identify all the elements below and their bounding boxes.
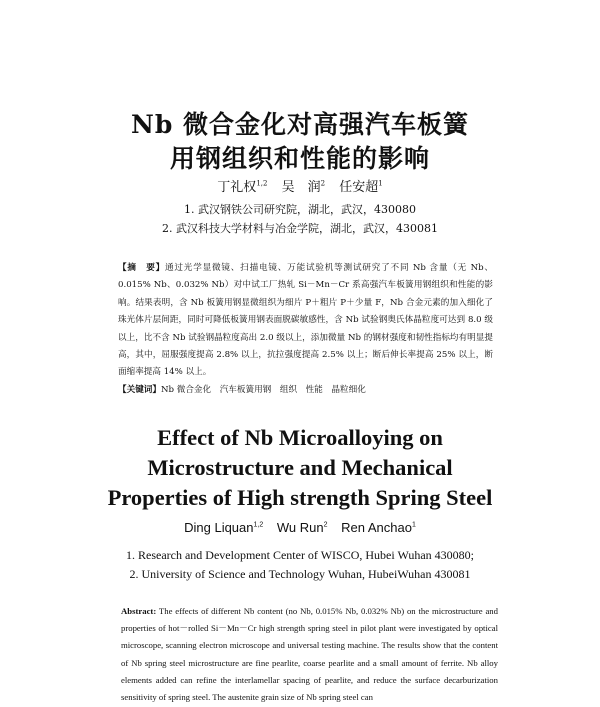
chinese-authors [0,176,600,195]
author-superscript: 1 [378,179,383,188]
english-title-line-3: Properties of High strength Spring Steel [107,485,493,510]
author-superscript: 1,2 [256,179,268,188]
english-authors [0,520,600,535]
chinese-title [0,108,600,176]
english-title-line-1: Effect of Nb Microalloying on [157,425,443,450]
chinese-keywords-label: 【关键词】 [118,384,161,395]
affiliation-line: 2. 武汉科技大学材料与冶金学院，湖北，武汉，430081 [162,222,438,235]
chinese-keywords: Nb 微合金化 汽车板簧用钢 组织 性能 晶粒细化 [160,384,366,395]
affiliation-line: 2. University of Science and Technology Wuhan, HubeiWuhan 430081 [129,567,471,581]
chinese-title-line-1: Nb 微合金化对高强汽车板簧 [130,110,470,139]
chinese-abstract-text: 通过光学显微镜、扫描电镜、万能试验机等测试研究了不同 Nb 含量（无 Nb、0.015% Nb、0.032% Nb）对中试工厂热轧 Si－Mn－Cr 系高强汽车板簧用钢组织和性能的影响。结果表明，含 Nb 板簧用钢显微组织为细片 P＋粗片 P＋少量 F，Nb 合金元素的加入细化了珠光体片层间距，同时可降低板簧用钢表面脱碳敏感性，含 Nb 试验钢奥氏体晶粒度可达到 8.0 级以上，比不含 Nb 试验钢晶粒度高出 2.0 级以上，添加微量 Nb 的钢材强度和韧性指标均有明显提高，其中，屈服强度提高 2.8% 以上，抗拉强度提高 2.5% 以上；断后伸长率提高 25% 以上，断面缩率提高 14% 以上。 [118,263,493,378]
affiliation-line: 1. Research and Development Center of WISCO, Hubei Wuhan 430080; [126,548,474,562]
author-name: 任安超 [339,180,379,195]
author-name: Ren Anchao [341,520,412,535]
author-name: 吴 润 [281,180,321,195]
chinese-abstract-label: 【摘 要】 [118,263,165,273]
chinese-title-line-2: 用钢组织和性能的影响 [169,144,430,173]
author-superscript: 1 [411,521,416,529]
chinese-affiliations [0,200,600,238]
english-affiliations [0,546,600,584]
author-superscript: 2 [320,179,326,188]
english-abstract-text: The effects of different Nb content (no Nb, 0.015% Nb, 0.032% Nb) on the microstructure and properties of hot－rolled Si－Mn－Cr high strength spring steel in pilot plant were investigated by optical microscope, scanning electron microscope and universal testing machine. The results show that the content of Nb spring steel microstructure are fine pearlite, coarse pearlite and a small amount of ferrite. Nb alloy elements added can refine the interlamellar spacing of pearlite, and reduce the surface decarburization sensitivity of spring steel. The austenite grain size of Nb spring steel can [121,606,498,703]
author-name: Wu Run [276,520,324,535]
affiliation-line: 1. 武汉钢铁公司研究院，湖北，武汉，430080 [184,203,416,216]
english-abstract [121,603,498,706]
author-superscript: 2 [323,521,328,529]
english-abstract-label: Abstract: [121,606,157,616]
author-superscript: 1,2 [253,521,264,529]
chinese-abstract [118,260,493,399]
author-name: Ding Liquan [184,520,254,535]
author-name: 丁礼权 [217,180,257,195]
english-title-line-2: Microstructure and Mechanical [147,455,453,480]
english-title [0,423,600,513]
